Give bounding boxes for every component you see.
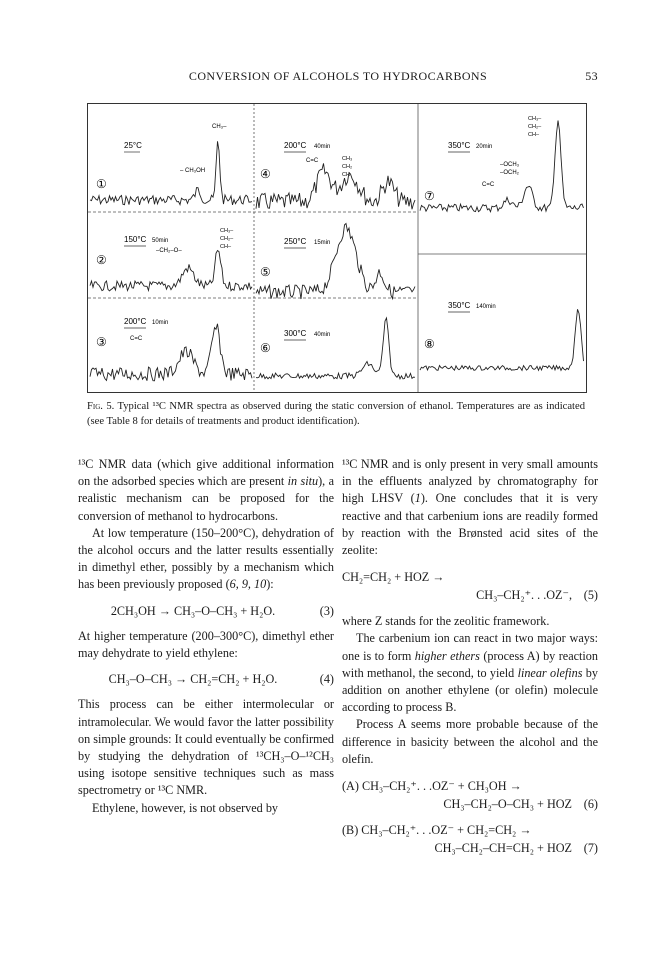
text-run: ): [266,577,274,592]
panel-7-temp: 350°C [448,141,471,150]
equation-text: CH₃–CH₂⁺. . .OZ⁻, [476,588,572,603]
equation-number: (5) [583,588,598,603]
equation-4 [78,671,334,688]
equation-number: (3) [319,603,334,618]
left-paragraph-3: At higher temperature (200–300°C), dimethyl ether may dehydrate to yield ethylene: [78,628,334,661]
panel-2-time: 50min [152,238,169,244]
text-run: ¹³C NMR and is only present in very small amounts in the effluents analyzed by chromatography for high LHSV ( [342,457,598,506]
panel-7-time: 20min [476,144,493,150]
spectrum-trace-4 [256,163,415,209]
equation-6 [342,778,598,814]
peak-label-cc-p7: C=C [482,182,495,188]
panel-7-number: ⑦ [424,189,435,203]
text-run: ). One concludes that it is very reactive and that carbenium ions are readily formed by reaction with the Brønsted acid sites of the zeolite: [342,491,598,558]
peak-label-ch3-p4: CH₃ [342,156,353,162]
right-column [342,456,598,866]
equation-5 [342,569,598,605]
left-paragraph-1 [78,456,334,525]
panel-5-number: ⑤ [260,265,271,279]
equation-text: CH₃–O–CH₃ → CH₂=CH₂ + H₂O. [108,672,278,687]
spectrum-trace-1 [90,141,252,205]
right-paragraph-3 [342,630,598,716]
equation-text: (B) CH₃–CH₂⁺. . .OZ⁻ + CH₂=CH₂ → [342,823,532,838]
peak-label-och3-b: –OCH₂ [500,170,519,176]
panel-6-number: ⑥ [260,341,271,355]
peak-label-cc-p3: C=C [130,336,143,342]
equation-7 [342,822,598,858]
equation-number: (7) [583,841,598,856]
right-paragraph-1 [342,456,598,559]
panel-5-temp: 250°C [284,237,307,246]
equation-text: CH₃–CH₂–O–CH₃ + HOZ [443,797,572,812]
panel-2-temp: 150°C [124,235,147,244]
figure-caption [87,399,585,429]
nmr-spectra-figure [87,103,587,393]
text-run: ¹³C NMR data (which give additional information on the adsorbed species which are present [78,457,334,489]
peak-label-ch3-p7: CH₃– [528,116,542,122]
peak-label-ch-p7: CH– [528,132,540,138]
spectrum-trace-6 [256,318,415,379]
spectrum-trace-5 [256,224,415,300]
panel-8-time: 140min [476,304,496,310]
equation-number: (6) [583,797,598,812]
peak-label-ch3-top: CH₃– [212,124,227,130]
text-run: ), a realistic mechanism can be proposed for the conversion of methanol to hydrocarbons. [78,474,335,523]
text-run: The carbenium ion can react in two major ways: one is to form [342,631,598,663]
text-run: At low temperature (150–200°C), dehydration of the alcohol occurs and the latter results essentially in dimethyl ether, possibly by a mechanism which has been previously proposed ( [78,525,334,592]
text-run: by addition on another ethylene (or olefin) molecule according to process B. [342,665,598,715]
panel-1-temp: 25°C [124,141,142,150]
italic-run: higher ethers [414,648,480,663]
spectrum-trace-8 [420,309,584,370]
equation-text: 2CH₃OH → CH₃–O–CH₃ + H₂O. [110,603,276,618]
peak-label-ch3oh: – CH₃OH [180,168,206,174]
right-paragraph-2: where Z stands for the zeolitic framework. [342,614,550,629]
page-number: 53 [585,69,598,83]
panel-3-number: ③ [96,335,107,349]
panel-3-time: 10min [152,320,169,326]
spectrum-trace-2 [90,251,252,291]
right-paragraph-4: Process A seems more probable because of the difference in basicity between the alcohol and the olefin. [342,717,598,766]
panel-4-temp: 200°C [284,141,307,150]
running-title: CONVERSION OF ALCOHOLS TO HYDROCARBONS [188,69,488,83]
italic-run: linear olefins [517,665,583,680]
panel-6-time: 40min [314,332,331,338]
panel-3-temp: 200°C [124,317,147,326]
panel-1-number: ① [96,177,107,191]
reference: 1 [414,491,421,506]
left-paragraph-4: This process can be either intermolecular or intramolecular. We would favor the latter possibility on simple grounds: It could eventually be confirmed by studying the dehydration of ¹³CH₃–O–¹²CH₃ using isotope sensitive techniques such as mass spectrometry or ¹³C NMR. [78,697,334,798]
equation-3 [78,603,334,620]
peak-label-ch2-o: –CH₂–O– [156,248,182,254]
panel-4-number: ④ [260,167,271,181]
left-column [78,456,334,817]
italic-run: in situ [287,474,319,489]
peak-label-ch2-p4: CH₂ [342,164,353,170]
peak-label-ch3-p2: CH₃– [220,228,234,234]
left-paragraph-5: Ethylene, however, is not observed by [92,800,279,815]
reference: 6, 9, 10 [229,577,267,592]
equation-number: (4) [319,672,334,687]
spectrum-trace-3 [90,324,252,381]
peak-label-och3-a: –OCH₃ [500,162,520,168]
equation-text: CH₃–CH₂–CH=CH₂ + HOZ [434,841,572,856]
panel-8-temp: 350°C [448,301,471,310]
text-run: (process A) by reaction with methanol, the second, to yield [342,648,598,680]
caption-label: Fig. 5. [87,401,115,412]
running-head [78,69,598,85]
peak-label-ch-p2: CH– [220,244,232,250]
peak-label-cc-p4: C=C [306,158,319,164]
panel-5-time: 15min [314,240,331,246]
panel-8-number: ⑧ [424,337,435,351]
peak-label-ch2-p2: CH₂– [220,236,234,242]
equation-text: CH₂=CH₂ + HOZ → [342,570,445,585]
peak-label-ch2-p7: CH₂– [528,124,542,130]
caption-text: Typical ¹³C NMR spectra as observed during the static conversion of ethanol. Temperatures are as indicated (see Table 8 for details of treatments and product identification). [87,401,585,427]
left-paragraph-2 [78,525,334,594]
peak-label-ch-p4: CH [342,172,350,178]
equation-text: (A) CH₃–CH₂⁺. . .OZ⁻ + CH₃OH → [342,779,522,794]
panel-4-time: 40min [314,144,331,150]
panel-2-number: ② [96,253,107,267]
panel-6-temp: 300°C [284,329,307,338]
